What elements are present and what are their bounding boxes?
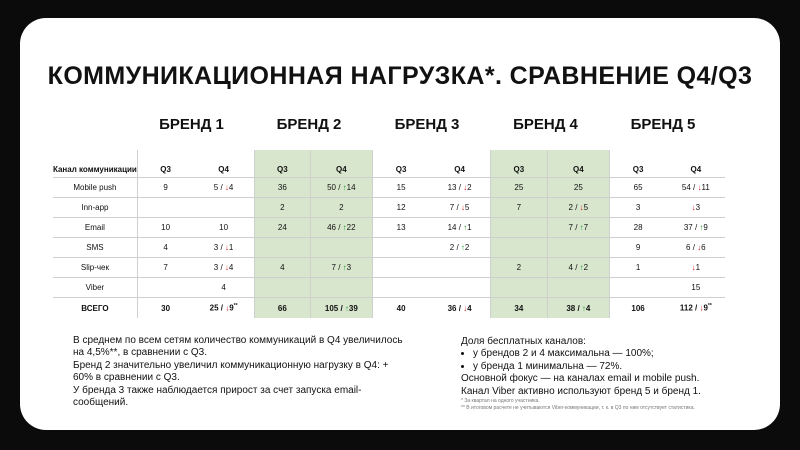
arrow-down-icon: ↓	[224, 243, 229, 252]
arrow-up-icon: ↑	[579, 263, 584, 272]
arrow-up-icon: ↑	[463, 223, 468, 232]
q4-value: 36 / ↓4	[447, 303, 472, 313]
arrow-up-icon: ↑	[342, 223, 347, 232]
q4-value: 2 / ↑2	[429, 238, 490, 258]
arrow-up-icon: ↑	[699, 223, 704, 232]
q3-value: 65	[609, 178, 666, 198]
q3-value	[372, 278, 429, 298]
arrow-up-icon: ↑	[342, 183, 347, 192]
q4-value: ↓1	[666, 258, 725, 278]
slide-title: КОММУНИКАЦИОННАЯ НАГРУЗКА*. СРАВНЕНИЕ Q4/Q3	[47, 62, 753, 90]
q3-value: 9	[137, 178, 193, 198]
free-channels-list	[461, 348, 781, 373]
q3-value	[490, 218, 547, 238]
q3-value: 15	[372, 178, 429, 198]
quarter-header: Q3	[137, 150, 193, 178]
arrow-up-icon: ↑	[344, 303, 349, 313]
slide-card	[20, 18, 780, 430]
quarter-header: Q4	[547, 150, 609, 178]
q3-value: 13	[372, 218, 429, 238]
table-row	[53, 238, 725, 258]
q4-value: 7 / ↑3	[310, 258, 372, 278]
comparison-table	[53, 150, 725, 318]
q4-value	[547, 278, 609, 298]
summary-line: Основной фокус — на каналах email и mobile push.	[461, 373, 700, 385]
q3-value: 2	[490, 258, 547, 278]
row-label: Inn-app	[53, 198, 137, 218]
row-label: SMS	[53, 238, 137, 258]
q3-value: 106	[609, 298, 666, 319]
q3-value: 3	[609, 198, 666, 218]
q3-value: 9	[609, 238, 666, 258]
table-row	[53, 218, 725, 238]
summary-paragraph: В среднем по всем сетям количество коммуникаций в Q4 увеличилось на 4,5%**, в сравнении с Q3.	[73, 335, 403, 359]
q3-value	[372, 238, 429, 258]
q3-value: 36	[254, 178, 310, 198]
q4-value: 38 / ↑4	[547, 298, 609, 319]
q4-value: 5 / ↓4	[193, 178, 254, 198]
arrow-up-icon: ↑	[342, 263, 347, 272]
quarter-header: Q4	[193, 150, 254, 178]
arrow-down-icon: ↓	[460, 203, 465, 212]
q3-value: 4	[254, 258, 310, 278]
arrow-down-icon: ↓	[225, 303, 230, 313]
q3-value: 25	[490, 178, 547, 198]
q4-value: 14 / ↑1	[429, 218, 490, 238]
q4-value: 50 / ↑14	[310, 178, 372, 198]
arrow-down-icon: ↓	[697, 183, 702, 192]
q4-value	[429, 258, 490, 278]
arrow-down-icon: ↓	[579, 203, 584, 212]
q3-value: 10	[137, 218, 193, 238]
q4-value: 15	[666, 278, 725, 298]
total-row	[53, 298, 725, 319]
arrow-down-icon: ↓	[691, 263, 696, 272]
arrow-down-icon: ↓	[691, 203, 696, 212]
table-row	[53, 278, 725, 298]
q3-value	[372, 258, 429, 278]
brand-header-4: БРЕНД 4	[513, 116, 578, 133]
q3-value: 40	[372, 298, 429, 319]
brand-header-1: БРЕНД 1	[159, 116, 224, 133]
free-channels-heading: Доля бесплатных каналов:	[461, 336, 586, 347]
left-summary	[73, 335, 403, 409]
summary-paragraph: У бренда 3 также наблюдается прирост за счет запуска email-сообщений.	[73, 384, 362, 409]
q4-value: 25 / ↓9**	[209, 303, 238, 313]
q4-value: 13 / ↓2	[429, 178, 490, 198]
row-label: Mobile push	[53, 178, 137, 198]
q3-value: 28	[609, 218, 666, 238]
q4-value: 25	[547, 178, 609, 198]
q3-value	[254, 278, 310, 298]
q4-value	[310, 278, 372, 298]
channel-header: Канал коммуникации	[53, 150, 137, 178]
row-label: Viber	[53, 278, 137, 298]
q3-value	[137, 278, 193, 298]
q4-value: 105 / ↑39	[310, 298, 372, 319]
q4-value: 3 / ↓1	[193, 238, 254, 258]
arrow-down-icon: ↓	[224, 183, 229, 192]
arrow-up-icon: ↑	[460, 243, 465, 252]
q3-value: 12	[372, 198, 429, 218]
q4-value	[193, 198, 254, 218]
q4-value: 2 / ↓5	[547, 198, 609, 218]
row-label: ВСЕГО	[81, 303, 109, 313]
q4-value: 7 / ↑7	[547, 218, 609, 238]
q3-value: 4	[137, 238, 193, 258]
table-row	[53, 198, 725, 218]
q4-value: 2	[310, 198, 372, 218]
q3-value	[490, 278, 547, 298]
arrow-down-icon: ↓	[463, 303, 468, 313]
q4-value: 46 / ↑22	[310, 218, 372, 238]
q3-value: 1	[609, 258, 666, 278]
q3-value: 24	[254, 218, 310, 238]
arrow-up-icon: ↑	[579, 223, 584, 232]
q4-value: 4	[193, 278, 254, 298]
table-row	[53, 178, 725, 198]
table-row	[53, 258, 725, 278]
q4-value: 7 / ↓5	[429, 198, 490, 218]
quarter-header: Q4	[666, 150, 725, 178]
q4-value: 37 / ↑9	[666, 218, 725, 238]
q3-value: 34	[490, 298, 547, 319]
q4-value: 10	[193, 218, 254, 238]
right-summary	[461, 336, 781, 412]
q4-value: 54 / ↓11	[666, 178, 725, 198]
q3-value	[609, 278, 666, 298]
footnote: * За квартал на одного участника.	[461, 398, 540, 405]
brand-header-5: БРЕНД 5	[630, 116, 696, 133]
q3-value	[490, 238, 547, 258]
summary-line: Канал Viber активно используют бренд 5 и бренд 1.	[461, 385, 701, 397]
quarter-header: Q3	[372, 150, 429, 178]
q3-value	[254, 238, 310, 258]
footnote: ** В итоговом расчете не учитываются Viber-коммуникации, т. к. в Q3 по ним отсутствует статистика.	[461, 405, 695, 412]
q3-value: 66	[254, 298, 310, 319]
q3-value: 7	[137, 258, 193, 278]
row-label: Slip-чек	[53, 258, 137, 278]
q3-value	[137, 198, 193, 218]
q4-value	[310, 238, 372, 258]
q3-value: 7	[490, 198, 547, 218]
list-item: • у брендов 2 и 4 максимальна — 100%;	[473, 348, 781, 360]
q4-value	[547, 238, 609, 258]
arrow-down-icon: ↓	[699, 303, 704, 313]
q4-value: ↓3	[666, 198, 725, 218]
arrow-up-icon: ↑	[581, 303, 586, 313]
q3-value: 2	[254, 198, 310, 218]
q3-value: 30	[137, 298, 193, 319]
q4-value: 6 / ↓6	[666, 238, 725, 258]
arrow-down-icon: ↓	[463, 183, 468, 192]
arrow-down-icon: ↓	[224, 263, 229, 272]
quarter-header: Q3	[254, 150, 310, 178]
quarter-header: Q3	[609, 150, 666, 178]
q4-value	[429, 278, 490, 298]
list-item: • у бренда 1 минимальна — 72%.	[473, 361, 781, 373]
brand-header-3: БРЕНД 3	[394, 116, 460, 133]
brand-header-2: БРЕНД 2	[276, 116, 342, 133]
q4-value: 112 / ↓9**	[679, 303, 712, 313]
quarter-header: Q3	[490, 150, 547, 178]
row-label: Email	[53, 218, 137, 238]
quarter-header: Q4	[429, 150, 490, 178]
arrow-down-icon: ↓	[697, 243, 702, 252]
q4-value: 3 / ↓4	[193, 258, 254, 278]
quarter-header: Q4	[310, 150, 372, 178]
q4-value: 4 / ↑2	[547, 258, 609, 278]
summary-paragraph: Бренд 2 значительно увеличил коммуникационную нагрузку в Q4: + 60% в сравнении с Q3.	[73, 359, 389, 384]
